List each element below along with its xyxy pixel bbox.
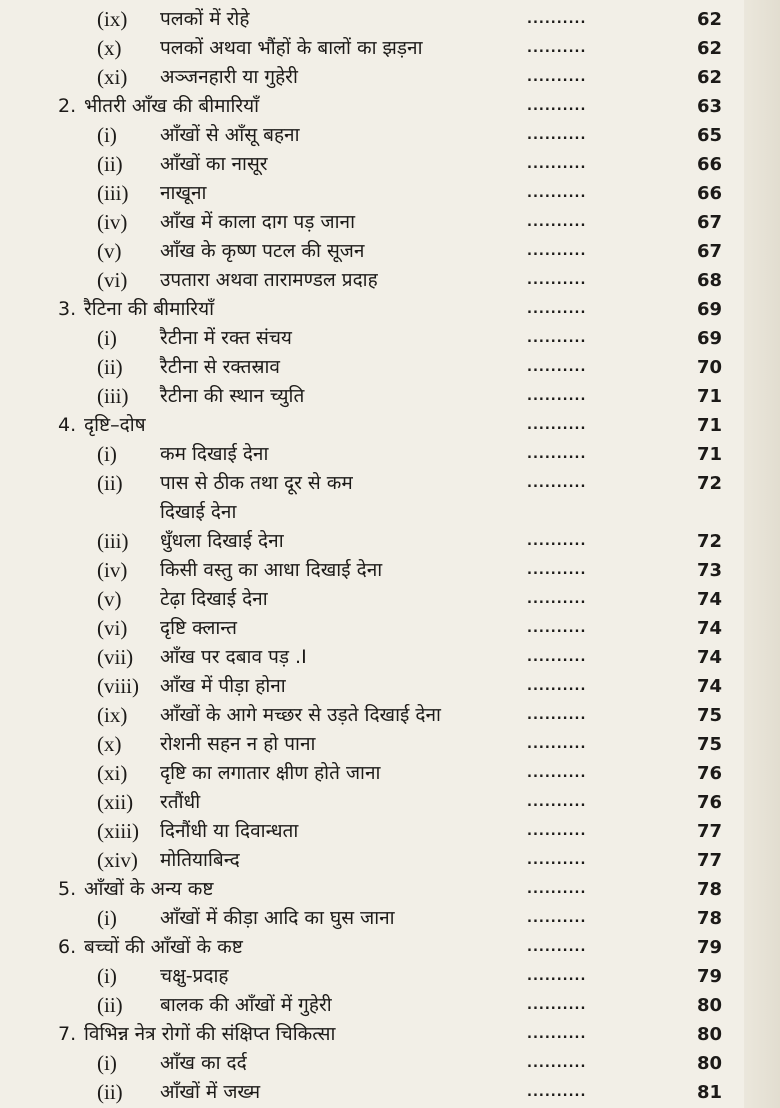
entry-title: चक्षु-प्रदाह — [160, 965, 229, 987]
page-number: 79 — [696, 937, 722, 958]
page-number: 65 — [696, 125, 722, 146]
dot-leader: .......... — [527, 157, 587, 172]
entry-number: (v) — [97, 239, 122, 263]
dot-leader: .......... — [527, 447, 587, 462]
entry-title: आँखों का नासूर — [160, 153, 268, 175]
dot-leader: .......... — [527, 853, 587, 868]
toc-entry — [0, 991, 780, 1020]
toc-entry — [0, 556, 780, 585]
entry-title: मोतियाबिन्द — [160, 849, 240, 871]
entry-number: (ix) — [97, 703, 128, 727]
page-number: 71 — [696, 444, 722, 465]
page-number: 75 — [696, 705, 722, 726]
entry-title: अञ्जनहारी या गुहेरी — [160, 66, 298, 88]
section-number: 4. — [58, 414, 77, 436]
dot-leader: .......... — [527, 1056, 587, 1071]
entry-number: (xi) — [97, 761, 128, 785]
toc-entry — [0, 237, 780, 266]
entry-number: (i) — [97, 442, 117, 466]
entry-number: (xiii) — [97, 819, 139, 843]
page-number: 77 — [696, 850, 722, 871]
entry-number: (ix) — [97, 7, 128, 31]
entry-title: दृष्टि का लगातार क्षीण होते जाना — [160, 762, 381, 784]
dot-leader: .......... — [527, 1027, 587, 1042]
section-title: रैटिना की बीमारियाँ — [84, 298, 215, 320]
entry-title: पलकों में रोहे — [160, 8, 250, 30]
entry-title: आँख पर दबाव पड़ .I — [160, 646, 307, 668]
dot-leader: .......... — [527, 882, 587, 897]
toc-entry — [0, 904, 780, 933]
toc-entry-continuation — [0, 498, 780, 527]
page-number: 63 — [696, 96, 722, 117]
section-number: 5. — [58, 878, 77, 900]
entry-title: टेढ़ा दिखाई देना — [160, 588, 268, 610]
dot-leader: .......... — [527, 215, 587, 230]
dot-leader: .......... — [527, 534, 587, 549]
section-number: 6. — [58, 936, 77, 958]
entry-number: (xii) — [97, 790, 134, 814]
page-number: 67 — [696, 212, 722, 233]
entry-title: किसी वस्तु का आधा दिखाई देना — [160, 559, 383, 581]
dot-leader: .......... — [527, 998, 587, 1013]
dot-leader: .......... — [527, 418, 587, 433]
page-number: 62 — [696, 38, 722, 59]
entry-number: (ii) — [97, 471, 123, 495]
entry-number: (ii) — [97, 1080, 123, 1104]
section-title: भीतरी आँख की बीमारियाँ — [84, 95, 260, 117]
page-number: 68 — [696, 270, 722, 291]
section-title: बच्चों की आँखों के कष्ट — [84, 936, 243, 958]
toc-entry — [0, 208, 780, 237]
dot-leader: .......... — [527, 708, 587, 723]
entry-number: (iii) — [97, 181, 129, 205]
page-number: 75 — [696, 734, 722, 755]
entry-title: पलकों अथवा भौंहों के बालों का झड़ना — [160, 37, 423, 59]
entry-number: (xiv) — [97, 848, 138, 872]
page-number: 74 — [696, 618, 722, 639]
page-number: 69 — [696, 328, 722, 349]
toc-entry — [0, 121, 780, 150]
dot-leader: .......... — [527, 737, 587, 752]
dot-leader: .......... — [527, 621, 587, 636]
dot-leader: .......... — [527, 592, 587, 607]
entry-title: रैटीना से रक्तस्राव — [160, 356, 280, 378]
dot-leader: .......... — [527, 273, 587, 288]
entry-title: आँखों में कीड़ा आदि का घुस जाना — [160, 907, 395, 929]
toc-entry — [0, 730, 780, 759]
dot-leader: .......... — [527, 12, 587, 27]
entry-number: (i) — [97, 906, 117, 930]
dot-leader: .......... — [527, 911, 587, 926]
entry-number: (ii) — [97, 152, 123, 176]
toc-entry — [0, 179, 780, 208]
toc-entry — [0, 643, 780, 672]
toc-entry — [0, 701, 780, 730]
entry-title: आँख में काला दाग पड़ जाना — [160, 211, 355, 233]
entry-title: दृष्टि क्लान्त — [160, 617, 237, 639]
section-number: 2. — [58, 95, 77, 117]
dot-leader: .......... — [527, 99, 587, 114]
dot-leader: .......... — [527, 244, 587, 259]
toc-section — [0, 933, 780, 962]
entry-title: दिखाई देना — [160, 501, 237, 523]
toc-entry — [0, 5, 780, 34]
dot-leader: .......... — [527, 969, 587, 984]
toc-entry — [0, 353, 780, 382]
dot-leader: .......... — [527, 795, 587, 810]
page-number: 62 — [696, 9, 722, 30]
page-number: 81 — [696, 1082, 722, 1103]
toc-entry — [0, 34, 780, 63]
toc-entry — [0, 527, 780, 556]
section-number: 7. — [58, 1023, 77, 1045]
entry-number: (iv) — [97, 558, 128, 582]
toc-entry — [0, 469, 780, 498]
toc-entry — [0, 585, 780, 614]
toc-entry — [0, 324, 780, 353]
page-number: 71 — [696, 386, 722, 407]
page-number: 78 — [696, 879, 722, 900]
table-of-contents — [0, 5, 780, 1107]
dot-leader: .......... — [527, 766, 587, 781]
entry-title: नाखूना — [160, 182, 207, 204]
entry-title: धुँधला दिखाई देना — [160, 530, 284, 552]
section-title: आँखों के अन्य कष्ट — [84, 878, 214, 900]
entry-title: रैटीना की स्थान च्युति — [160, 385, 305, 407]
page-number: 73 — [696, 560, 722, 581]
page-number: 77 — [696, 821, 722, 842]
dot-leader: .......... — [527, 70, 587, 85]
dot-leader: .......... — [527, 824, 587, 839]
entry-title: आँख के कृष्ण पटल की सूजन — [160, 240, 365, 262]
dot-leader: .......... — [527, 650, 587, 665]
toc-section — [0, 411, 780, 440]
section-title: दृष्टि–दोष — [84, 414, 146, 436]
toc-entry — [0, 614, 780, 643]
entry-number: (x) — [97, 732, 122, 756]
toc-section — [0, 92, 780, 121]
toc-section — [0, 1020, 780, 1049]
entry-title: आँख का दर्द — [160, 1052, 247, 1074]
entry-number: (xi) — [97, 65, 128, 89]
entry-number: (i) — [97, 123, 117, 147]
toc-entry — [0, 1049, 780, 1078]
entry-title: बालक की आँखों में गुहेरी — [160, 994, 332, 1016]
toc-entry — [0, 846, 780, 875]
entry-number: (v) — [97, 587, 122, 611]
entry-number: (viii) — [97, 674, 139, 698]
entry-number: (iv) — [97, 210, 128, 234]
toc-entry — [0, 63, 780, 92]
entry-number: (vi) — [97, 616, 128, 640]
toc-entry — [0, 817, 780, 846]
entry-number: (iii) — [97, 529, 129, 553]
page-number: 66 — [696, 154, 722, 175]
entry-number: (vii) — [97, 645, 134, 669]
entry-number: (i) — [97, 964, 117, 988]
page-number: 72 — [696, 473, 722, 494]
section-number: 3. — [58, 298, 77, 320]
entry-title: रैटीना में रक्त संचय — [160, 327, 292, 349]
toc-entry — [0, 1078, 780, 1107]
page-number: 71 — [696, 415, 722, 436]
entry-number: (x) — [97, 36, 122, 60]
page-number: 80 — [696, 1024, 722, 1045]
entry-number: (i) — [97, 1051, 117, 1075]
page-number: 70 — [696, 357, 722, 378]
dot-leader: .......... — [527, 940, 587, 955]
entry-title: कम दिखाई देना — [160, 443, 269, 465]
dot-leader: .......... — [527, 302, 587, 317]
entry-title: पास से ठीक तथा दूर से कम — [160, 472, 353, 494]
page-number: 78 — [696, 908, 722, 929]
toc-entry — [0, 759, 780, 788]
page-number: 67 — [696, 241, 722, 262]
page-number: 69 — [696, 299, 722, 320]
page-number: 80 — [696, 1053, 722, 1074]
toc-section — [0, 295, 780, 324]
page-number: 74 — [696, 589, 722, 610]
entry-title: आँखों के आगे मच्छर से उड़ते दिखाई देना — [160, 704, 441, 726]
entry-number: (vi) — [97, 268, 128, 292]
entry-number: (ii) — [97, 993, 123, 1017]
entry-title: दिनौंधी या दिवान्धता — [160, 820, 299, 842]
dot-leader: .......... — [527, 186, 587, 201]
toc-entry — [0, 788, 780, 817]
entry-number: (ii) — [97, 355, 123, 379]
dot-leader: .......... — [527, 1085, 587, 1100]
dot-leader: .......... — [527, 360, 587, 375]
page-number: 66 — [696, 183, 722, 204]
dot-leader: .......... — [527, 563, 587, 578]
entry-title: रोशनी सहन न हो पाना — [160, 733, 316, 755]
page-number: 72 — [696, 531, 722, 552]
dot-leader: .......... — [527, 128, 587, 143]
page-number: 74 — [696, 676, 722, 697]
toc-entry — [0, 672, 780, 701]
entry-number: (i) — [97, 326, 117, 350]
entry-title: उपतारा अथवा तारामण्डल प्रदाह — [160, 269, 378, 291]
entry-title: आँख में पीड़ा होना — [160, 675, 286, 697]
toc-entry — [0, 440, 780, 469]
entry-number: (iii) — [97, 384, 129, 408]
page-number: 76 — [696, 763, 722, 784]
dot-leader: .......... — [527, 679, 587, 694]
dot-leader: .......... — [527, 41, 587, 56]
toc-entry — [0, 150, 780, 179]
entry-title: आँखों में जख्म — [160, 1081, 261, 1103]
page-number: 74 — [696, 647, 722, 668]
toc-entry — [0, 382, 780, 411]
dot-leader: .......... — [527, 476, 587, 491]
page-number: 79 — [696, 966, 722, 987]
page-number: 80 — [696, 995, 722, 1016]
page-number: 76 — [696, 792, 722, 813]
toc-entry — [0, 266, 780, 295]
entry-title: आँखों से आँसू बहना — [160, 124, 300, 146]
page-number: 62 — [696, 67, 722, 88]
section-title: विभिन्न नेत्र रोगों की संक्षिप्त चिकित्सा — [84, 1023, 336, 1045]
toc-entry — [0, 962, 780, 991]
toc-section — [0, 875, 780, 904]
dot-leader: .......... — [527, 331, 587, 346]
entry-title: रतौंधी — [160, 791, 201, 813]
dot-leader: .......... — [527, 389, 587, 404]
